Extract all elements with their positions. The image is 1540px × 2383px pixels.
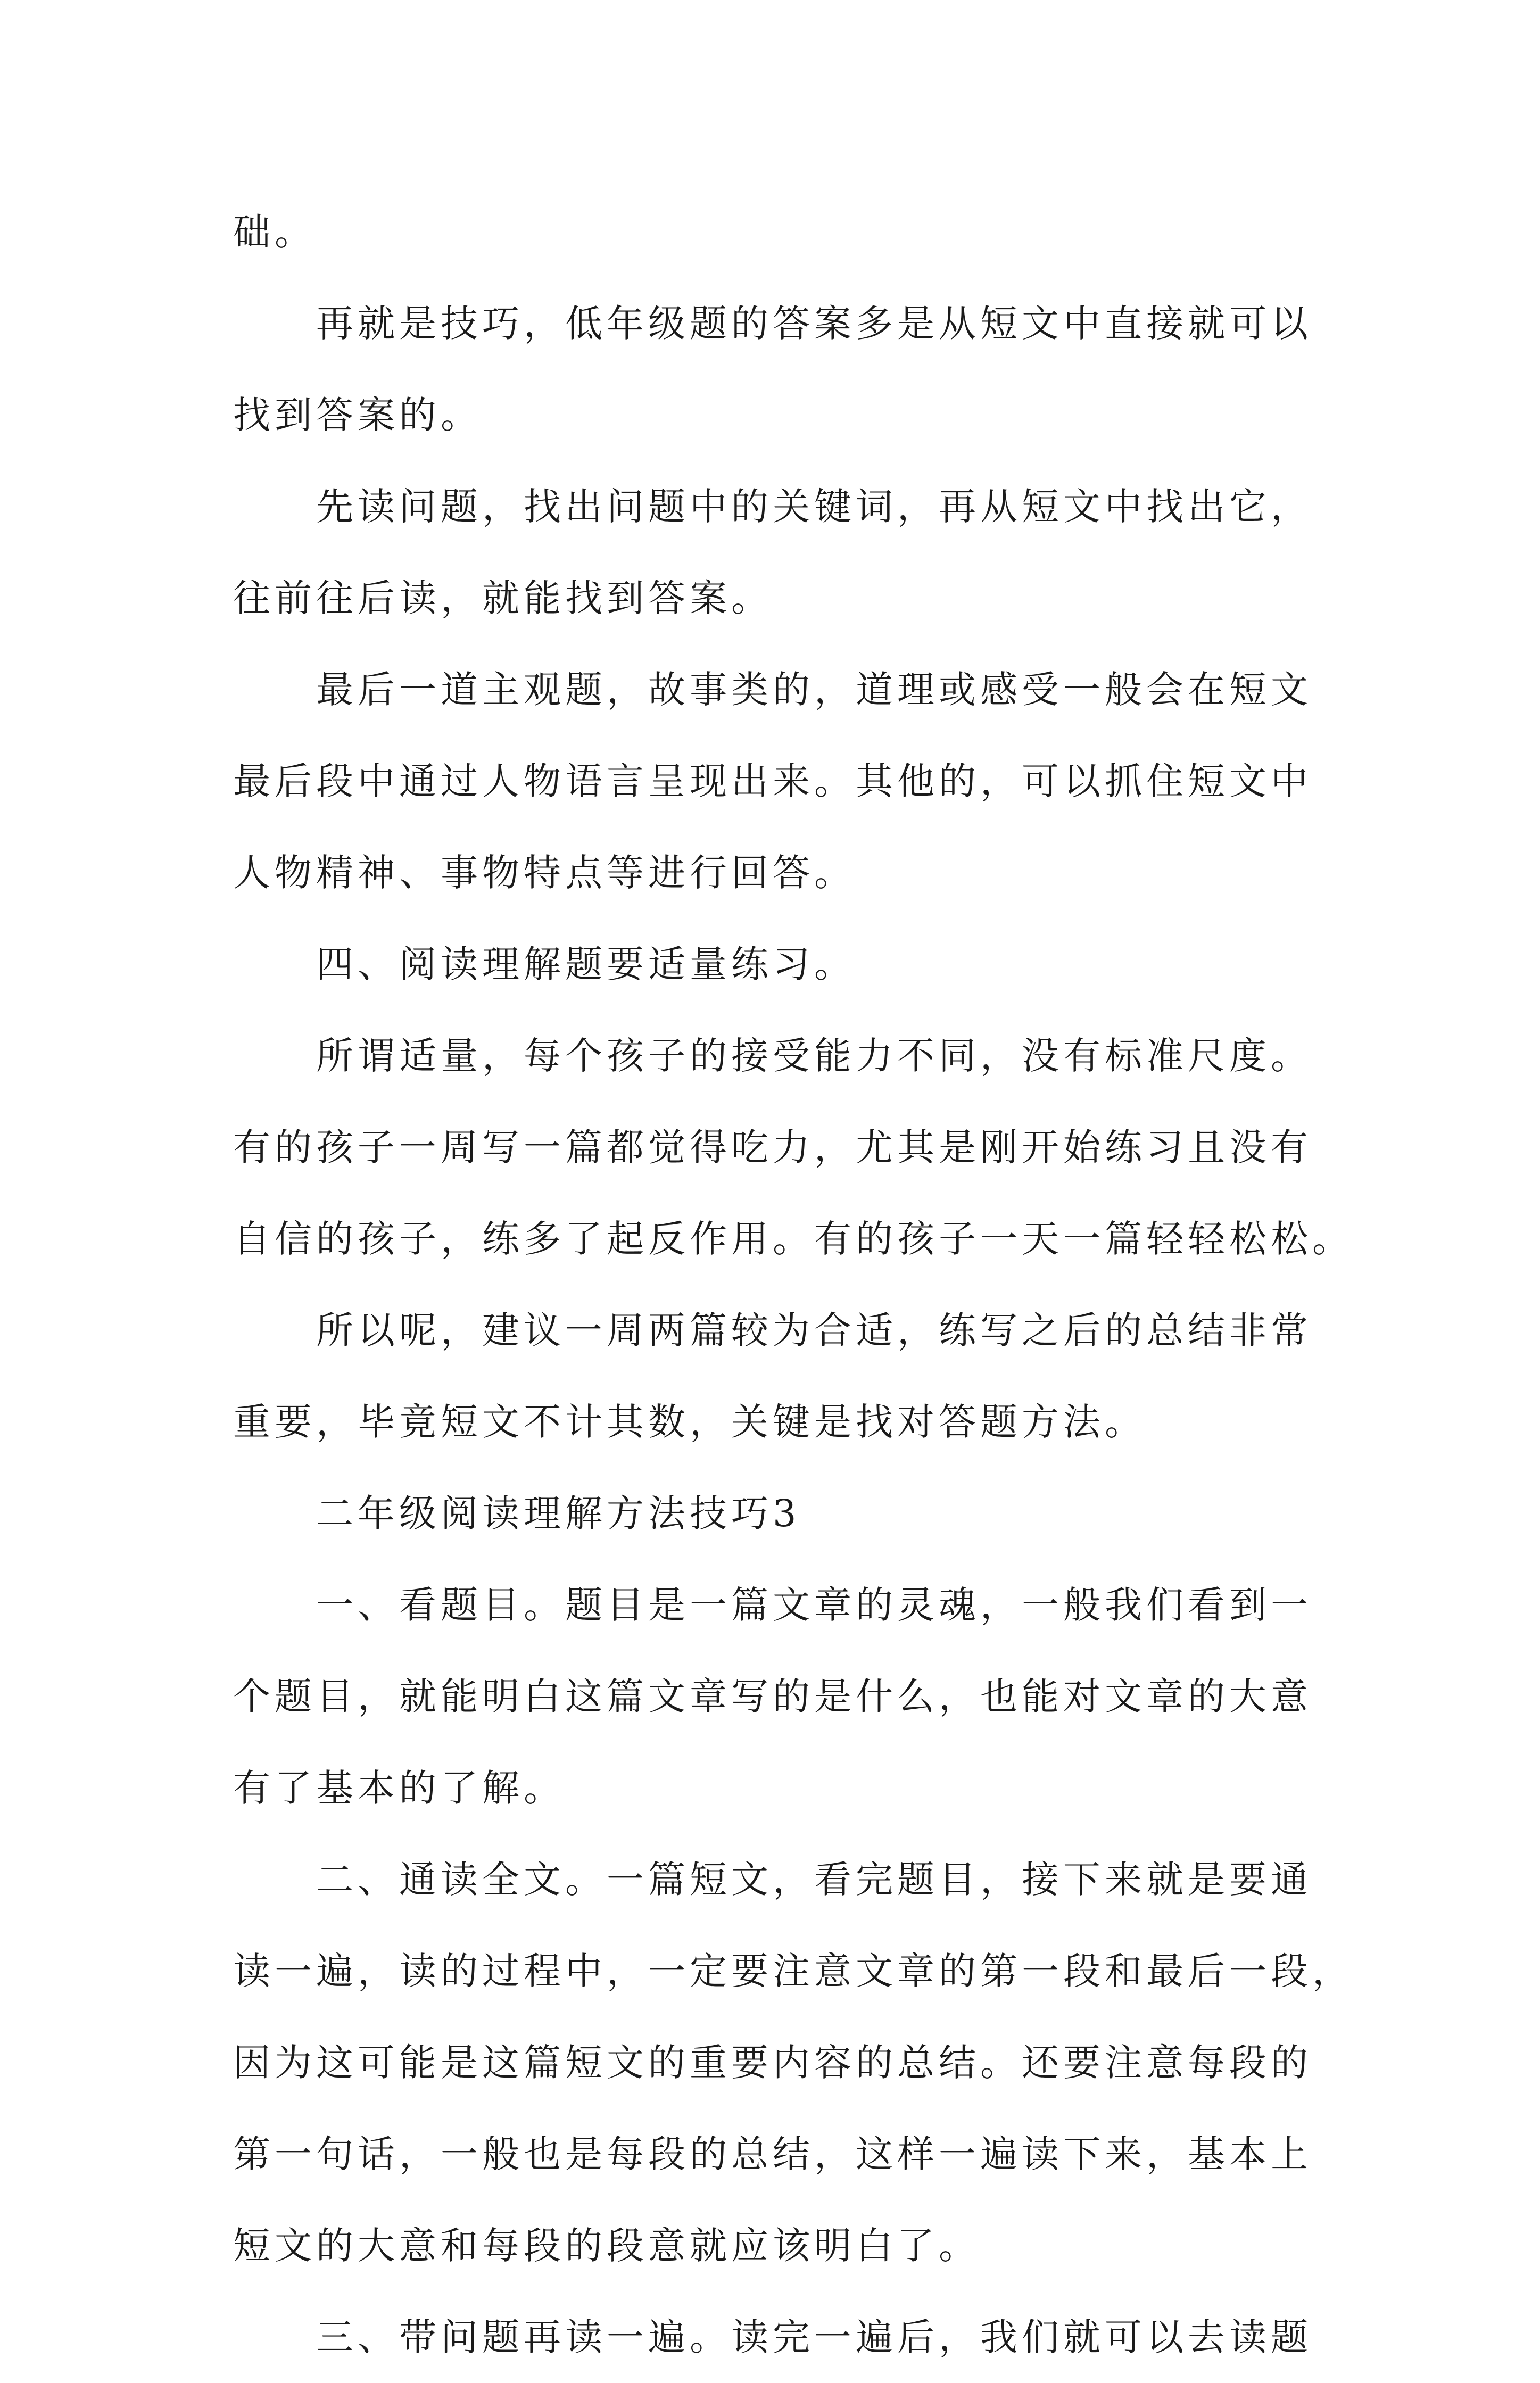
text-line: 自信的孩子，练多了起反作用。有的孩子一天一篇轻轻松松。 xyxy=(233,1217,1354,1261)
text-line: 四、阅读理解题要适量练习。 xyxy=(316,942,856,986)
text-line: 础。 xyxy=(233,210,316,254)
text-line: 二、通读全文。一篇短文，看完题目，接下来就是要通 xyxy=(316,1858,1312,1901)
text-line: 一、看题目。题目是一篇文章的灵魂，一般我们看到一 xyxy=(316,1583,1312,1627)
text-line: 短文的大意和每段的段意就应该明白了。 xyxy=(233,2224,980,2268)
text-line: 找到答案的。 xyxy=(233,393,482,437)
text-line: 读一遍，读的过程中，一定要注意文章的第一段和最后一段， xyxy=(233,1949,1354,1993)
text-line: 第一句话，一般也是每段的总结，这样一遍读下来，基本上 xyxy=(233,2132,1312,2176)
text-line: 再就是技巧，低年级题的答案多是从短文中直接就可以 xyxy=(316,302,1312,345)
text-line: 因为这可能是这篇短文的重要内容的总结。还要注意每段的 xyxy=(233,2041,1312,2084)
text-line: 有了基本的了解。 xyxy=(233,1766,565,1810)
text-line: 最后一道主观题，故事类的，道理或感受一般会在短文 xyxy=(316,668,1312,711)
text-line: 三、带问题再读一遍。读完一遍后，我们就可以去读题 xyxy=(316,2315,1312,2359)
text-line: 先读问题，找出问题中的关键词，再从短文中找出它， xyxy=(316,485,1312,528)
text-line: 所谓适量，每个孩子的接受能力不同，没有标准尺度。 xyxy=(316,1034,1312,1078)
text-line: 最后段中通过人物语言呈现出来。其他的，可以抓住短文中 xyxy=(233,759,1312,803)
document-body xyxy=(233,186,1354,2383)
text-line: 有的孩子一周写一篇都觉得吃力，尤其是刚开始练习且没有 xyxy=(233,1126,1312,1169)
text-line: 人物精神、事物特点等进行回答。 xyxy=(233,851,856,895)
text-line: 个题目，就能明白这篇文章写的是什么，也能对文章的大意 xyxy=(233,1675,1312,1718)
text-line: 所以呢，建议一周两篇较为合适，练写之后的总结非常 xyxy=(316,1309,1312,1352)
text-line: 往前往后读，就能找到答案。 xyxy=(233,576,773,620)
text-line: 二年级阅读理解方法技巧3 xyxy=(316,1492,801,1535)
text-line: 重要，毕竟短文不计其数，关键是找对答题方法。 xyxy=(233,1400,1146,1444)
